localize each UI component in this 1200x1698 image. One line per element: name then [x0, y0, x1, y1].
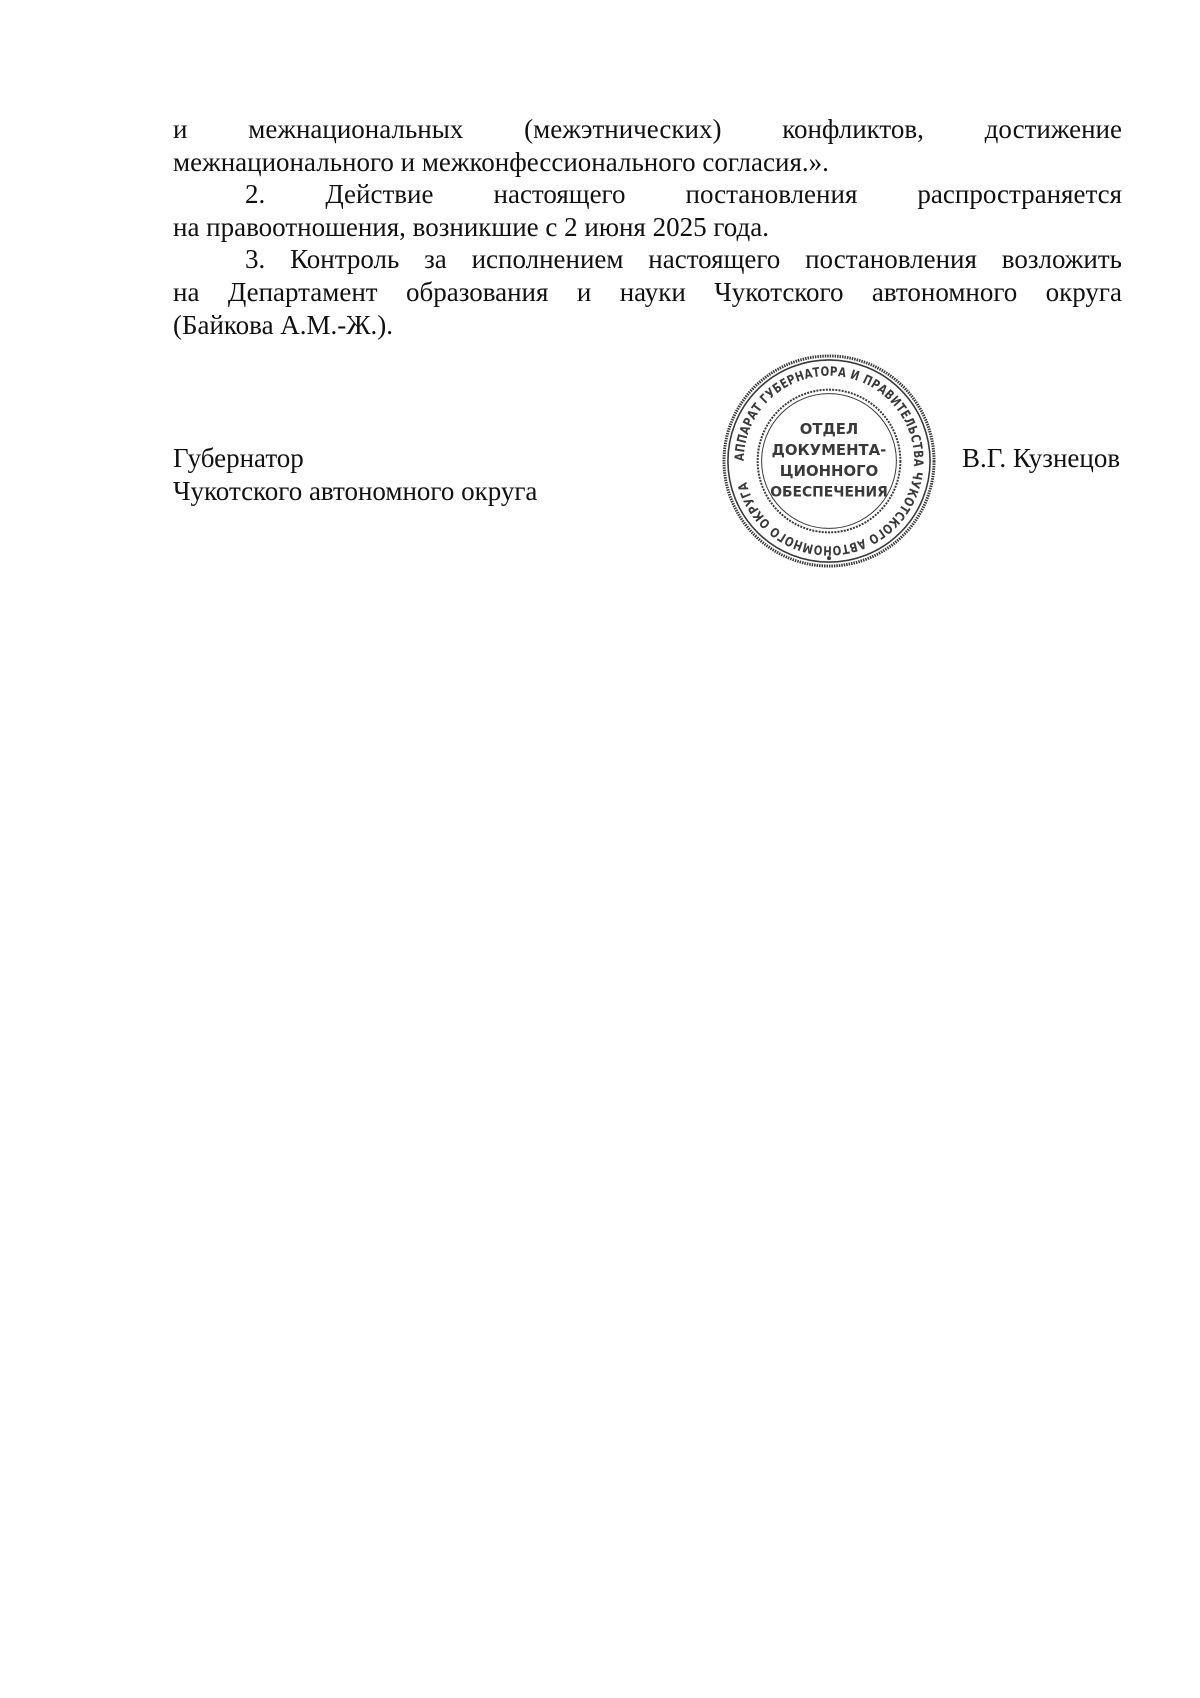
svg-text:ЦИОННОГО: ЦИОННОГО [779, 461, 879, 480]
paragraph-1 [173, 113, 1122, 178]
signatory-position [173, 442, 537, 508]
seal-icon [720, 352, 938, 570]
paragraph-2 [173, 178, 1122, 243]
signatory-position-line-1: Губернатор [173, 443, 304, 473]
paragraph-1-line-2: межнационального и межконфессионального согласия.». [173, 146, 829, 177]
paragraph-3-line-1: 3. Контроль за исполнением настоящего постановления возложить [245, 244, 1122, 275]
document-body [173, 113, 1122, 341]
svg-text:ОБЕСПЕЧЕНИЯ: ОБЕСПЕЧЕНИЯ [770, 484, 888, 501]
official-seal [720, 352, 938, 570]
paragraph-3-line-3: (Байкова А.М.-Ж.). [173, 309, 393, 340]
paragraph-3 [173, 243, 1122, 341]
signatory-position-line-2: Чукотского автономного округа [173, 476, 538, 506]
paragraph-2-line-1: 2. Действие настоящего постановления распространяется [245, 179, 1122, 210]
signatory-name: В.Г. Кузнецов [962, 443, 1121, 473]
svg-text:ДОКУМЕНТА-: ДОКУМЕНТА- [771, 441, 887, 460]
paragraph-1-line-1: и межнациональных (межэтнических) конфликтов, достижение [173, 114, 1122, 144]
svg-text:ОТДЕЛ: ОТДЕЛ [799, 420, 859, 439]
seal-outer-text: АППАРАТ ГУБЕРНАТОРА И ПРАВИТЕЛЬСТВА ЧУКОТСКОГО АВТОНОМНОГО ОКРУГА [732, 364, 926, 558]
paragraph-2-line-2: на правоотношения, возникшие с 2 июня 2025 года. [173, 211, 769, 242]
paragraph-3-line-2: на Департамент образования и науки Чукотского автономного округа [173, 276, 1122, 307]
seal-center-text [770, 420, 888, 500]
